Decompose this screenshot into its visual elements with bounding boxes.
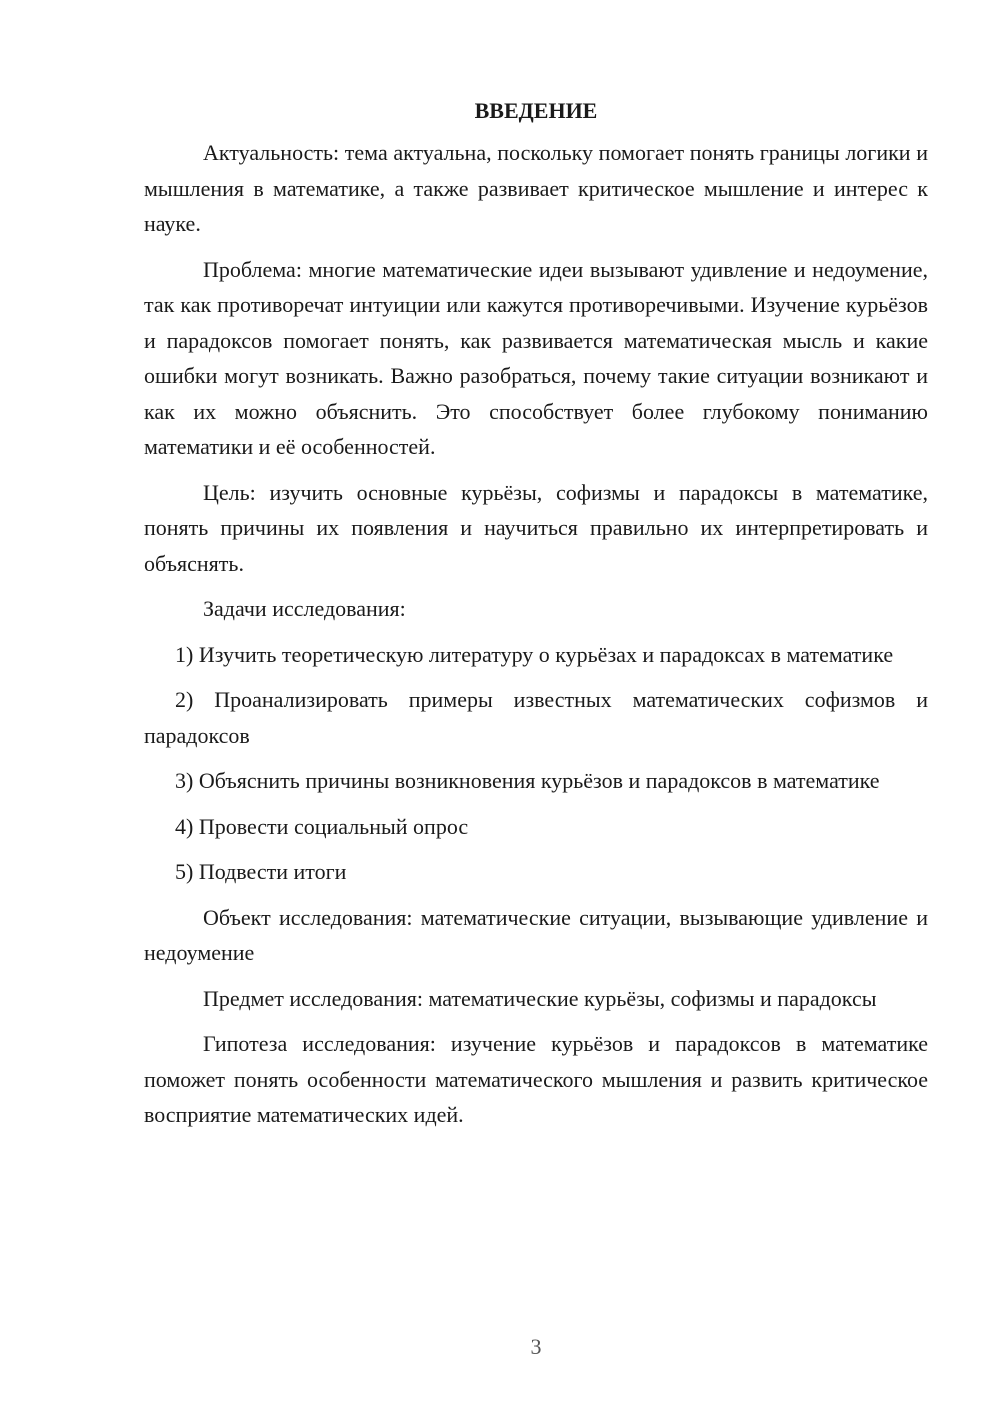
task-item-1: 1) Изучить теоретическую литературу о курьёзах и парадоксах в математике	[175, 641, 894, 667]
paragraph-subject: Предмет исследования: математические курьёзы, софизмы и парадоксы	[203, 985, 877, 1011]
page-number: 3	[530, 1334, 542, 1359]
tasks-list	[144, 637, 928, 890]
section-title: ВВЕДЕНИЕ	[474, 98, 598, 123]
task-item-2: 2) Проанализировать примеры известных математических софизмов и парадоксов	[144, 687, 928, 748]
paragraph-object: Объект исследования: математические ситуации, вызывающие удивление и недоумение	[144, 904, 928, 965]
task-item-3: 3) Объяснить причины возникновения курьёзов и парадоксов в математике	[175, 768, 880, 793]
paragraph-relevance: Актуальность: тема актуальна, поскольку помогает понять границы логики и мышления в математике, а также развивает критическое мышление и интерес к науке.	[144, 140, 928, 236]
paragraph-hypothesis: Гипотеза исследования: изучение курьёзов и парадоксов в математике поможет понять особенности математического мышления и развить критическое восприятие математических идей.	[144, 1031, 928, 1127]
page-content	[144, 96, 928, 1143]
paragraph-goal: Цель: изучить основные курьёзы, софизмы и парадоксы в математике, понять причины их появления и научиться правильно их интерпретировать и объяснять.	[144, 479, 928, 576]
paragraph-problem: Проблема: многие математические идеи вызывают удивление и недоумение, так как противоречат интуиции или кажутся противоречивыми. Изучение курьёзов и парадоксов помогает понять, как развивается математическая мысль и какие ошибки могут возникать. Важно разобраться, почему такие ситуации возникают и как их можно объяснить. Это способствует более глубокому пониманию математики и её особенностей.	[144, 256, 928, 459]
task-item-5: 5) Подвести итоги	[175, 859, 347, 884]
tasks-heading: Задачи исследования:	[203, 596, 406, 621]
task-item-4: 4) Провести социальный опрос	[175, 813, 469, 839]
